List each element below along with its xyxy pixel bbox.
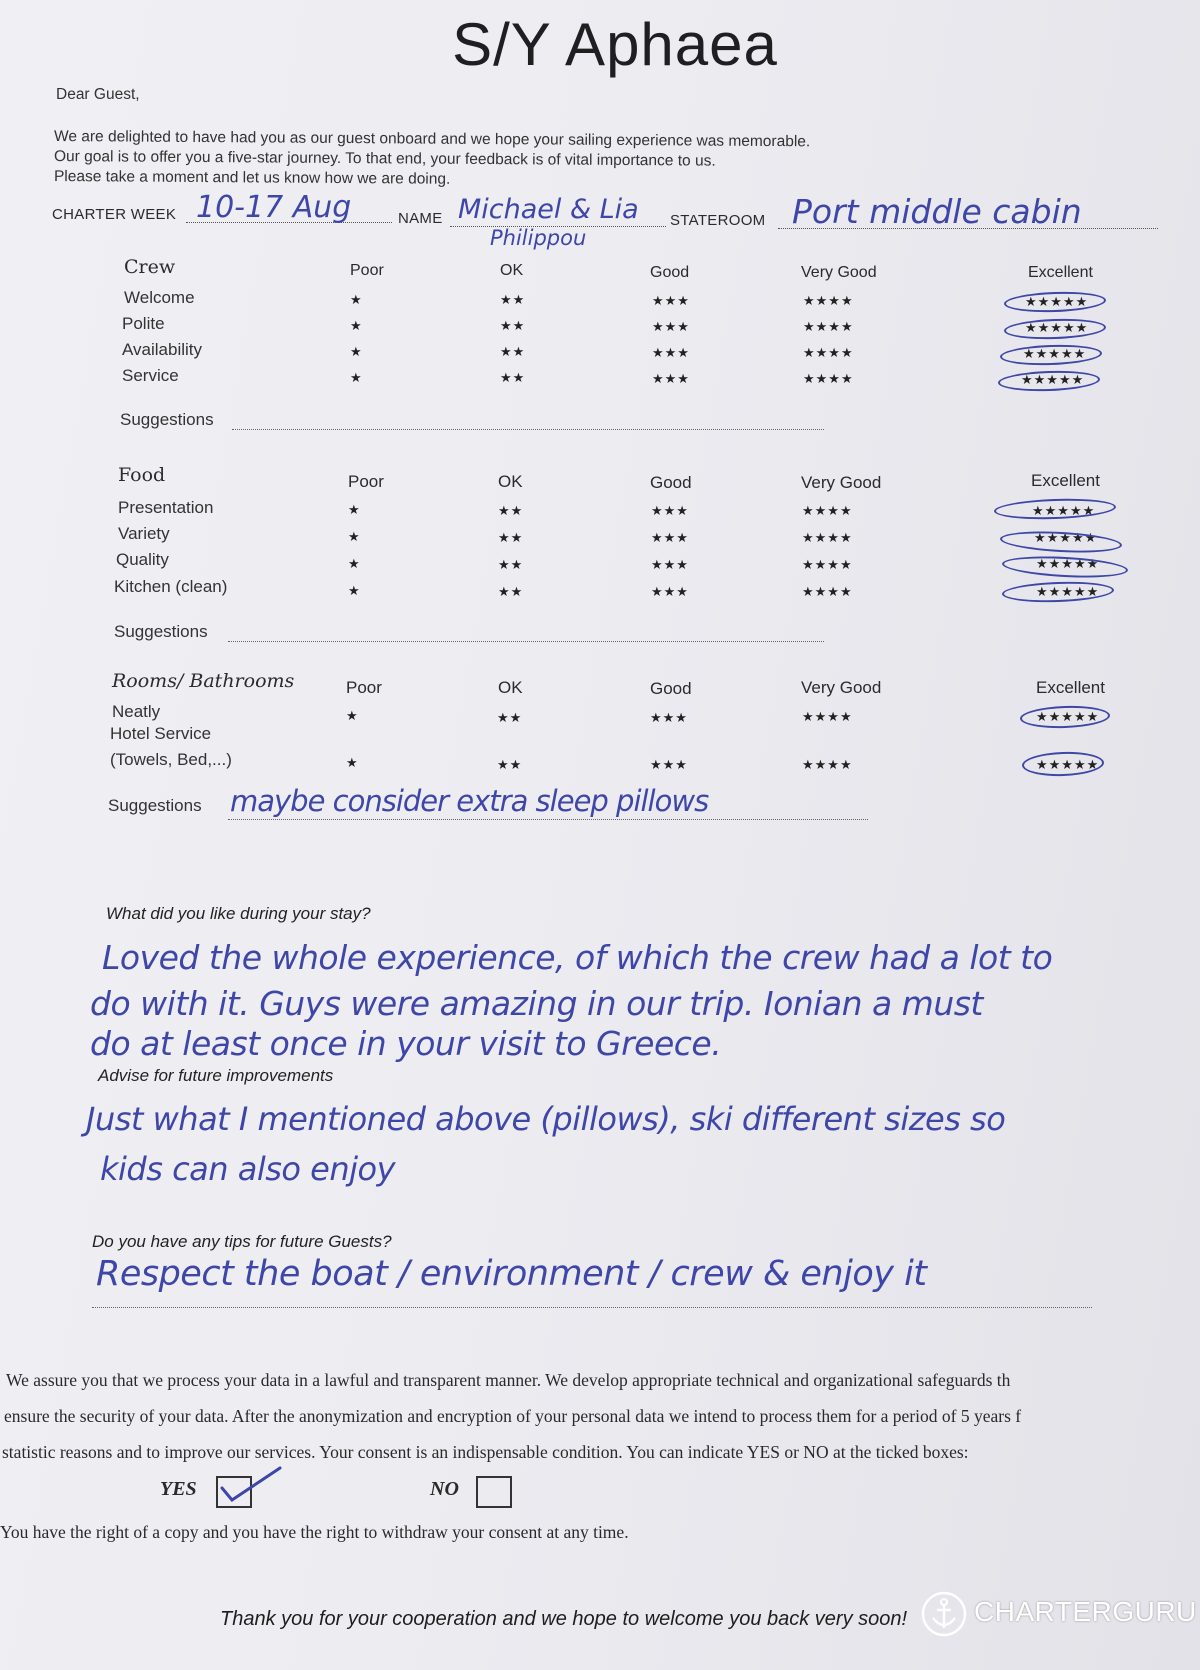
rating-1-star[interactable]: ★ bbox=[350, 344, 363, 359]
rating-4-star[interactable]: ★★★★ bbox=[802, 557, 853, 572]
rating-3-star[interactable]: ★★★ bbox=[651, 503, 689, 518]
rating-2-star[interactable]: ★★ bbox=[497, 757, 523, 772]
rooms-row-neatly: Neatly bbox=[112, 702, 161, 721]
watermark bbox=[920, 1590, 1197, 1638]
charter-week-label: CHARTER WEEK bbox=[52, 206, 177, 223]
rooms-row-towels-bed: (Towels, Bed,...) bbox=[110, 750, 232, 769]
greeting: Dear Guest, bbox=[56, 86, 140, 103]
rating-1-star[interactable]: ★ bbox=[350, 292, 363, 307]
rating-5-star[interactable]: ★★★★★ bbox=[1021, 372, 1085, 387]
selected-excellent-mark bbox=[1004, 290, 1107, 314]
col-excellent: Excellent bbox=[1036, 678, 1105, 697]
rating-3-star[interactable]: ★★★ bbox=[652, 371, 690, 386]
rooms-heading: Rooms/ Bathrooms bbox=[112, 670, 295, 692]
rooms-suggestions-field[interactable] bbox=[228, 818, 868, 820]
rating-5-star[interactable]: ★★★★★ bbox=[1036, 584, 1100, 599]
rating-4-star[interactable]: ★★★★ bbox=[803, 345, 854, 360]
rating-5-star[interactable]: ★★★★★ bbox=[1036, 556, 1100, 571]
rating-4-star[interactable]: ★★★★ bbox=[803, 319, 854, 334]
rating-4-star[interactable]: ★★★★ bbox=[802, 757, 853, 772]
crew-suggestions-field[interactable] bbox=[232, 428, 824, 430]
selected-excellent-mark bbox=[1000, 529, 1123, 555]
col-ok: OK bbox=[498, 472, 523, 491]
col-ok: OK bbox=[500, 262, 524, 279]
consent-line-2: ensure the security of your data. After the anonymization and encryption of your personal data we intend to process them for a period of 5 years f bbox=[4, 1406, 1022, 1426]
rating-1-star[interactable]: ★ bbox=[346, 755, 359, 770]
food-row-variety: Variety bbox=[118, 524, 170, 543]
rating-3-star[interactable]: ★★★ bbox=[651, 584, 689, 599]
col-poor: Poor bbox=[350, 262, 384, 279]
rating-4-star[interactable]: ★★★★ bbox=[803, 371, 854, 386]
col-ok: OK bbox=[498, 678, 523, 697]
consent-line-3: statistic reasons and to improve our services. Your consent is an indispensable condition. You can indicate YES or NO at the ticked boxes: bbox=[2, 1442, 969, 1462]
watermark-text: CHARTERGURU bbox=[974, 1596, 1197, 1627]
selected-excellent-mark bbox=[994, 497, 1117, 521]
name-label: NAME bbox=[398, 210, 443, 227]
rooms-row-hotel-service: Hotel Service bbox=[110, 724, 212, 743]
rating-1-star[interactable]: ★ bbox=[348, 583, 361, 598]
selected-excellent-mark bbox=[1002, 554, 1129, 581]
advise-question: Advise for future improvements bbox=[98, 1066, 334, 1085]
advise-answer-line-1: Just what I mentioned above (pillows), ski different sizes so bbox=[86, 1100, 1006, 1138]
stateroom-value: Port middle cabin bbox=[792, 192, 1082, 231]
rating-3-star[interactable]: ★★★ bbox=[651, 557, 689, 572]
selected-excellent-mark bbox=[1004, 317, 1107, 341]
rating-4-star[interactable]: ★★★★ bbox=[802, 530, 853, 545]
consent-rights: You have the right of a copy and you have the right to withdraw your consent at any time. bbox=[0, 1522, 629, 1542]
rating-2-star[interactable]: ★★ bbox=[498, 584, 524, 599]
crew-suggestions-label: Suggestions bbox=[120, 410, 214, 429]
closing-message: Thank you for your cooperation and we hope to welcome you back very soon! bbox=[220, 1608, 908, 1630]
rating-2-star[interactable]: ★★ bbox=[498, 557, 524, 572]
rating-4-star[interactable]: ★★★★ bbox=[802, 584, 853, 599]
rating-5-star[interactable]: ★★★★★ bbox=[1036, 757, 1100, 772]
col-very-good: Very Good bbox=[801, 678, 882, 697]
rooms-suggestions-label: Suggestions bbox=[108, 796, 202, 815]
yes-checkbox[interactable] bbox=[216, 1476, 252, 1508]
rating-2-star[interactable]: ★★ bbox=[497, 710, 523, 725]
advise-answer-line-2: kids can also enjoy bbox=[100, 1150, 396, 1188]
tips-question: Do you have any tips for future Guests? bbox=[92, 1232, 392, 1251]
col-very-good: Very Good bbox=[801, 473, 882, 492]
col-poor: Poor bbox=[348, 472, 384, 491]
crew-heading: Crew bbox=[124, 256, 176, 278]
selected-excellent-mark bbox=[998, 369, 1101, 393]
food-row-presentation: Presentation bbox=[118, 498, 214, 517]
rating-3-star[interactable]: ★★★ bbox=[650, 757, 688, 772]
no-checkbox[interactable] bbox=[476, 1476, 512, 1508]
rating-3-star[interactable]: ★★★ bbox=[651, 530, 689, 545]
crew-row-service: Service bbox=[122, 366, 179, 385]
tips-answer: Respect the boat / environment / crew & enjoy it bbox=[96, 1254, 927, 1294]
intro-line-1: We are delighted to have had you as our guest onboard and we hope your sailing experience was memorable. bbox=[53, 128, 811, 151]
liked-answer-line-1: Loved the whole experience, of which the crew had a lot to bbox=[102, 938, 1053, 977]
anchor-logo-icon bbox=[920, 1590, 968, 1638]
food-heading: Food bbox=[118, 464, 166, 486]
rating-4-star[interactable]: ★★★★ bbox=[802, 709, 853, 724]
rating-1-star[interactable]: ★ bbox=[350, 318, 363, 333]
selected-excellent-mark bbox=[1002, 580, 1115, 604]
rating-2-star[interactable]: ★★ bbox=[498, 503, 524, 518]
rating-1-star[interactable]: ★ bbox=[346, 708, 359, 723]
crew-row-availability: Availability bbox=[122, 340, 203, 359]
rating-2-star[interactable]: ★★ bbox=[500, 344, 526, 359]
rating-4-star[interactable]: ★★★★ bbox=[803, 293, 854, 308]
rating-3-star[interactable]: ★★★ bbox=[652, 293, 690, 308]
col-very-good: Very Good bbox=[801, 264, 877, 281]
name-value: Michael & Lia bbox=[458, 194, 639, 225]
food-row-kitchen: Kitchen (clean) bbox=[114, 577, 228, 596]
yes-label: YES bbox=[160, 1478, 197, 1500]
rating-5-star[interactable]: ★★★★★ bbox=[1034, 530, 1098, 545]
selected-excellent-mark bbox=[1022, 751, 1105, 778]
rating-5-star[interactable]: ★★★★★ bbox=[1036, 709, 1100, 724]
rating-5-star[interactable]: ★★★★★ bbox=[1023, 346, 1087, 361]
rating-5-star[interactable]: ★★★★★ bbox=[1032, 503, 1096, 518]
crew-row-polite: Polite bbox=[122, 314, 165, 333]
consent-line-1: We assure you that we process your data in a lawful and transparent manner. We develop appropriate technical and organizational safeguards th bbox=[6, 1370, 1011, 1390]
rating-5-star[interactable]: ★★★★★ bbox=[1025, 320, 1089, 335]
rating-4-star[interactable]: ★★★★ bbox=[802, 503, 853, 518]
rating-5-star[interactable]: ★★★★★ bbox=[1025, 294, 1089, 309]
intro-line-2: Our goal is to offer you a five-star journey. To that end, your feedback is of vital importance to us. bbox=[53, 148, 716, 170]
food-suggestions-label: Suggestions bbox=[114, 622, 208, 641]
rating-1-star[interactable]: ★ bbox=[348, 529, 361, 544]
col-good: Good bbox=[650, 473, 692, 492]
food-suggestions-field[interactable] bbox=[228, 640, 824, 642]
selected-excellent-mark bbox=[1020, 704, 1111, 729]
liked-answer-line-2: do with it. Guys were amazing in our trip. Ionian a must bbox=[90, 984, 983, 1023]
charter-week-value: 10-17 Aug bbox=[196, 190, 352, 225]
form-title: S/Y Aphaea bbox=[452, 11, 778, 78]
rating-2-star[interactable]: ★★ bbox=[500, 292, 526, 307]
col-excellent: Excellent bbox=[1031, 471, 1100, 490]
tips-field[interactable] bbox=[92, 1306, 1092, 1308]
name-value-line-2: Philippou bbox=[490, 226, 587, 250]
col-good: Good bbox=[650, 264, 690, 281]
rooms-suggestions-value: maybe consider extra sleep pillows bbox=[230, 784, 709, 818]
stateroom-label: STATEROOM bbox=[670, 212, 766, 229]
no-label: NO bbox=[430, 1478, 459, 1500]
food-row-quality: Quality bbox=[116, 550, 169, 569]
rating-2-star[interactable]: ★★ bbox=[500, 370, 526, 385]
selected-excellent-mark bbox=[1000, 343, 1103, 367]
rating-3-star[interactable]: ★★★ bbox=[652, 345, 690, 360]
rating-3-star[interactable]: ★★★ bbox=[650, 710, 688, 725]
col-poor: Poor bbox=[346, 678, 382, 697]
liked-answer-line-3: do at least once in your visit to Greece. bbox=[90, 1024, 722, 1063]
crew-row-welcome: Welcome bbox=[124, 288, 195, 307]
liked-question: What did you like during your stay? bbox=[106, 904, 371, 923]
rating-1-star[interactable]: ★ bbox=[348, 502, 361, 517]
rating-2-star[interactable]: ★★ bbox=[498, 530, 524, 545]
rating-1-star[interactable]: ★ bbox=[348, 556, 361, 571]
col-excellent: Excellent bbox=[1028, 264, 1093, 281]
intro-line-3: Please take a moment and let us know how we are doing. bbox=[53, 168, 451, 188]
rating-3-star[interactable]: ★★★ bbox=[652, 319, 690, 334]
rating-1-star[interactable]: ★ bbox=[350, 370, 363, 385]
rating-2-star[interactable]: ★★ bbox=[500, 318, 526, 333]
check-mark-icon bbox=[218, 1466, 278, 1506]
col-good: Good bbox=[650, 679, 692, 698]
